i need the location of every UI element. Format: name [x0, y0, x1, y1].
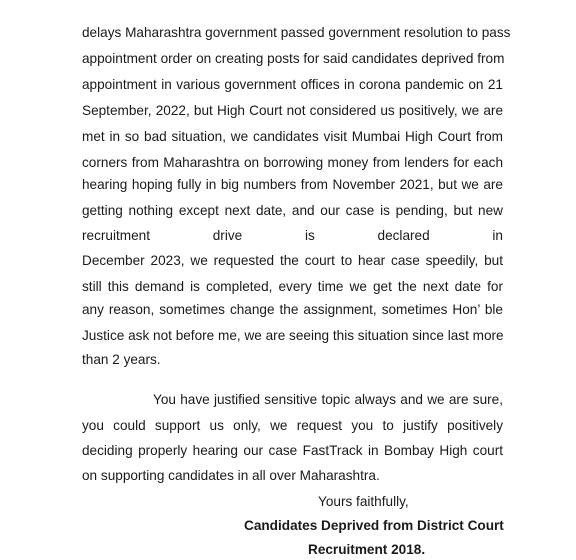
paragraph-1-line: September, 2022, but High Court not considered us positively, we are [82, 103, 503, 118]
signatory-line-2: Recruitment 2018. [308, 542, 426, 557]
paragraph-1-line: any reason, sometimes change the assignment, sometimes Hon’ ble [82, 302, 503, 317]
paragraph-1-line: hearing hoping fully in big numbers from November 2021, but we are [82, 177, 503, 192]
paragraph-1-line: Justice ask not before me, we are seeing this situation since last more [82, 328, 504, 343]
paragraph-1-line: still this demand is completed, every time we get the next date for [82, 279, 503, 294]
paragraph-1-line: corners from Maharashtra on borrowing money from lenders for each [82, 155, 503, 170]
paragraph-2-line: you could support us only, we request you to justify positively [82, 418, 503, 433]
paragraph-1-line: delays Maharashtra government passed government resolution to pass [82, 25, 511, 40]
paragraph-1-line: December 2023, we requested the court to hear case speedily, but [82, 253, 503, 268]
paragraph-1-line: recruitment drive is declared in [82, 228, 503, 243]
paragraph-1-line: than 2 years. [82, 352, 161, 367]
paragraph-1-line: getting nothing except next date, and our case is pending, but new [82, 203, 503, 218]
closing-salutation: Yours faithfully, [318, 494, 409, 509]
paragraph-2-line: You have justified sensitive topic always and we are sure, [153, 392, 503, 407]
signatory-line-1: Candidates Deprived from District Court [244, 518, 504, 533]
paragraph-2-line: on supporting candidates in all over Maharashtra. [82, 468, 380, 483]
paragraph-1-line: appointment order on creating posts for said candidates deprived from [82, 51, 505, 66]
paragraph-2-line: deciding properly hearing our case FastTrack in Bombay High court [82, 443, 503, 458]
paragraph-1-line: appointment in various government offices in corona pandemic on 21 [82, 77, 503, 92]
paragraph-1-line: met in so bad situation, we candidates visit Mumbai High Court from [82, 129, 503, 144]
